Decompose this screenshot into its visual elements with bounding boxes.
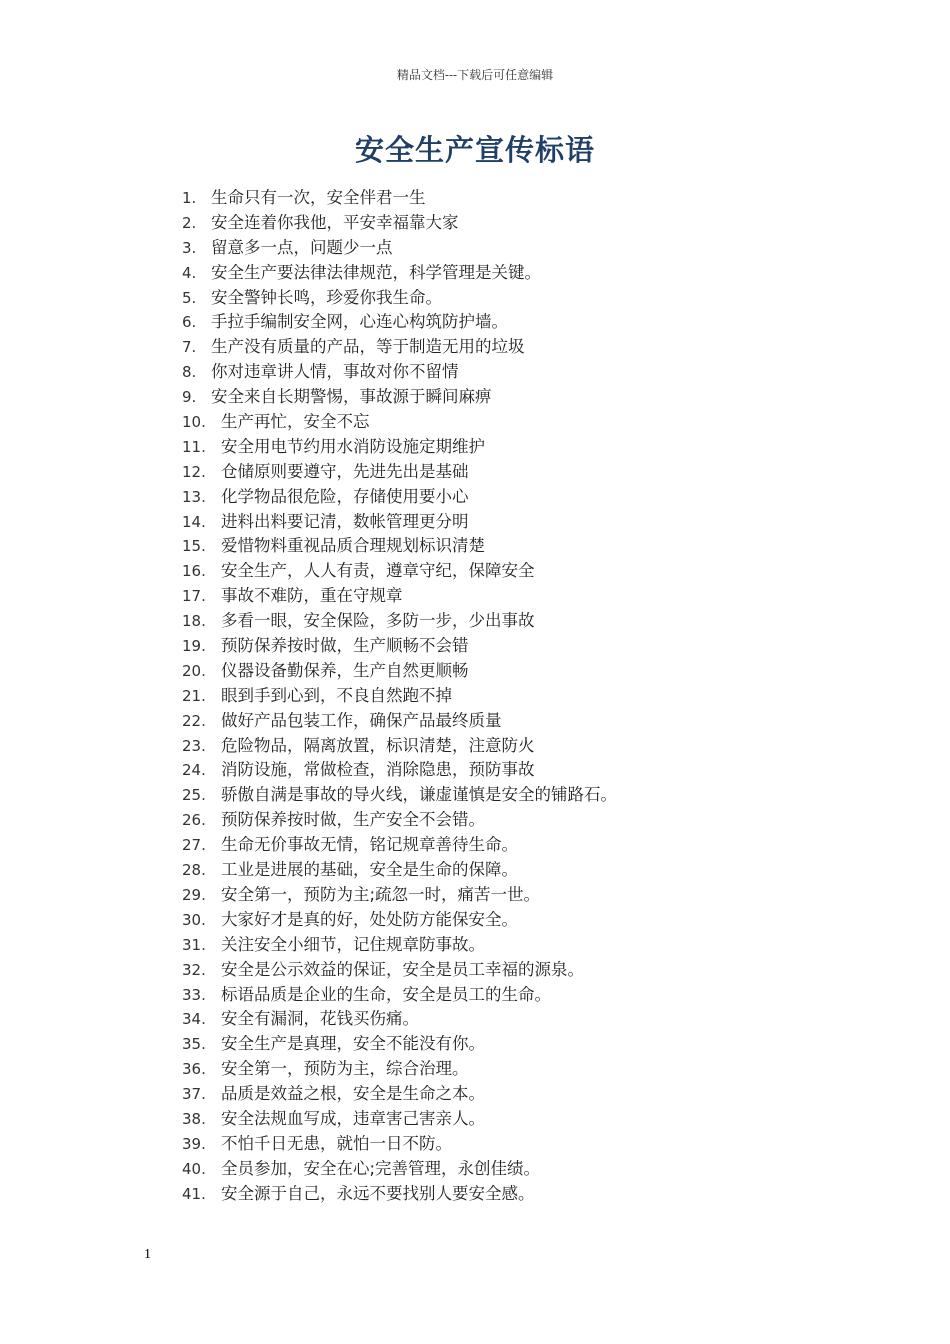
- slogan-text: 安全连着你我他，平安幸福靠大家: [211, 212, 459, 232]
- slogan-item: [182, 1107, 882, 1132]
- slogan-text: 安全有漏洞，花钱买伤痛。: [221, 1009, 419, 1029]
- slogan-item: [182, 833, 882, 858]
- slogan-text: 安全用电节约用水消防设施定期维护: [221, 436, 485, 456]
- slogan-text: 生产再忙，安全不忘: [221, 412, 370, 432]
- slogan-text: 不怕千日无患，就怕一日不防。: [221, 1133, 452, 1153]
- document-header-note: 精品文档---下载后可任意编辑: [396, 68, 554, 82]
- slogan-text: 事故不难防，重在守规章: [221, 586, 403, 606]
- slogan-number: 40.: [182, 1159, 206, 1178]
- slogan-item: [182, 983, 882, 1008]
- slogan-item: [182, 1057, 882, 1082]
- slogan-item: [182, 1032, 882, 1057]
- slogan-item: [182, 1157, 882, 1182]
- slogan-number: 16.: [182, 562, 206, 581]
- slogan-number: 14.: [182, 512, 206, 531]
- slogan-item: [182, 1007, 882, 1032]
- slogan-item: [182, 236, 882, 261]
- slogan-text: 爱惜物料重视品质合理规划标识清楚: [221, 536, 485, 556]
- slogan-text: 做好产品包装工作，确保产品最终质量: [221, 710, 502, 730]
- slogan-number: 13.: [182, 487, 206, 506]
- slogan-text: 仪器设备勤保养，生产自然更顺畅: [221, 660, 469, 680]
- slogan-item: [182, 659, 882, 684]
- slogan-number: 17.: [182, 587, 206, 606]
- slogan-text: 生命只有一次，安全伴君一生: [211, 188, 426, 207]
- slogan-item: [182, 908, 882, 933]
- slogan-number: 12.: [182, 462, 206, 481]
- slogan-number: 21.: [182, 686, 206, 705]
- slogan-item: [182, 286, 882, 311]
- slogan-number: 39.: [182, 1134, 206, 1153]
- slogan-item: [182, 783, 882, 808]
- slogan-item: [182, 460, 882, 485]
- slogan-text: 生产没有质量的产品，等于制造无用的垃圾: [211, 337, 525, 357]
- slogan-text: 标语品质是企业的生命，安全是员工的生命。: [221, 984, 551, 1004]
- slogan-item: [182, 684, 882, 709]
- slogan-text: 安全法规血写成，违章害己害亲人。: [221, 1108, 485, 1128]
- slogan-number: 5.: [182, 288, 197, 307]
- slogan-number: 11.: [182, 437, 206, 456]
- slogan-item: [182, 758, 882, 783]
- slogan-text: 品质是效益之根，安全是生命之本。: [221, 1084, 485, 1104]
- slogan-item: [182, 734, 882, 759]
- slogan-text: 预防保养按时做，生产安全不会错。: [221, 810, 485, 830]
- slogan-number: 9.: [182, 388, 197, 407]
- slogan-number: 35.: [182, 1035, 206, 1054]
- slogan-number: 23.: [182, 736, 206, 755]
- slogan-text: 安全是公示效益的保证，安全是员工幸福的源泉。: [221, 959, 584, 979]
- slogan-item: [182, 1182, 882, 1207]
- slogan-number: 28.: [182, 861, 206, 880]
- slogan-item: [182, 858, 882, 883]
- slogan-number: 37.: [182, 1085, 206, 1104]
- slogan-text: 仓储原则要遵守，先进先出是基础: [221, 461, 469, 481]
- slogan-item: [182, 883, 882, 908]
- slogan-text: 安全生产要法律法律规范，科学管理是关键。: [211, 262, 541, 282]
- slogan-text: 安全警钟长鸣，珍爱你我生命。: [211, 287, 442, 307]
- slogan-item: [182, 634, 882, 659]
- slogan-item: [182, 933, 882, 958]
- slogan-number: 26.: [182, 811, 206, 830]
- slogan-number: 10.: [182, 413, 206, 432]
- slogan-number: 3.: [182, 238, 197, 257]
- slogan-text: 安全源于自己，永远不要找别人要安全感。: [221, 1183, 535, 1203]
- slogan-item: [182, 385, 882, 410]
- slogan-number: 18.: [182, 612, 206, 631]
- slogan-text: 生命无价事故无情，铭记规章善待生命。: [221, 835, 518, 855]
- slogan-text: 化学物品很危险，存储使用要小心: [221, 486, 469, 506]
- slogan-item: [182, 485, 882, 510]
- slogan-text: 关注安全小细节，记住规章防事故。: [221, 934, 485, 954]
- slogan-item: [182, 510, 882, 535]
- slogan-text: 危险物品，隔离放置，标识清楚，注意防火: [221, 735, 535, 755]
- slogan-text: 预防保养按时做，生产顺畅不会错: [221, 636, 469, 656]
- slogan-item: [182, 609, 882, 634]
- slogan-number: 8.: [182, 363, 197, 382]
- slogan-item: [182, 435, 882, 460]
- slogan-item: [182, 808, 882, 833]
- slogan-text: 安全来自长期警惕，事故源于瞬间麻痹: [211, 387, 492, 407]
- slogan-item: [182, 958, 882, 983]
- slogan-number: 30.: [182, 910, 206, 929]
- slogan-number: 41.: [182, 1184, 206, 1203]
- slogan-text: 安全生产，人人有责，遵章守纪，保障安全: [221, 561, 535, 581]
- slogan-number: 1.: [182, 189, 197, 207]
- slogan-text: 眼到手到心到，不良自然跑不掉: [221, 685, 452, 705]
- slogan-number: 19.: [182, 637, 206, 656]
- slogan-number: 34.: [182, 1010, 206, 1029]
- slogan-number: 15.: [182, 537, 206, 556]
- page-number: 1: [144, 1247, 151, 1262]
- slogan-number: 2.: [182, 213, 197, 232]
- slogan-item: [182, 335, 882, 360]
- slogan-text: 多看一眼，安全保险，多防一步，少出事故: [221, 611, 535, 631]
- slogan-number: 20.: [182, 661, 206, 680]
- slogan-item: [182, 211, 882, 236]
- slogan-item: [182, 310, 882, 335]
- slogan-item: [182, 709, 882, 734]
- slogan-item: [182, 261, 882, 286]
- slogan-text: 全员参加，安全在心;完善管理，永创佳绩。: [221, 1158, 541, 1178]
- slogan-item: [182, 534, 882, 559]
- slogan-number: 24.: [182, 761, 206, 780]
- slogan-text: 工业是进展的基础，安全是生命的保障。: [221, 860, 518, 880]
- slogan-number: 25.: [182, 786, 206, 805]
- slogan-text: 安全第一，预防为主，综合治理。: [221, 1059, 469, 1079]
- slogan-list: [182, 186, 882, 1207]
- slogan-item: [182, 584, 882, 609]
- slogan-item: [182, 410, 882, 435]
- slogan-number: 22.: [182, 711, 206, 730]
- slogan-number: 7.: [182, 338, 197, 357]
- slogan-number: 38.: [182, 1109, 206, 1128]
- slogan-text: 手拉手编制安全网，心连心构筑防护墙。: [211, 312, 508, 332]
- slogan-text: 大家好才是真的好，处处防方能保安全。: [221, 909, 518, 929]
- slogan-number: 36.: [182, 1060, 206, 1079]
- slogan-item: [182, 559, 882, 584]
- slogan-item: [182, 360, 882, 385]
- slogan-text: 安全第一，预防为主;疏忽一时，痛苦一世。: [221, 884, 541, 904]
- slogan-text: 你对违章讲人情，事故对你不留情: [211, 362, 459, 382]
- slogan-text: 进料出料要记清，数帐管理更分明: [221, 511, 469, 531]
- slogan-number: 6.: [182, 313, 197, 332]
- slogan-number: 32.: [182, 960, 206, 979]
- slogan-text: 骄傲自满是事故的导火线，谦虚谨慎是安全的铺路石。: [221, 785, 617, 805]
- slogan-number: 29.: [182, 885, 206, 904]
- slogan-text: 消防设施，常做检查，消除隐患，预防事故: [221, 760, 535, 780]
- slogan-item: [182, 186, 882, 211]
- slogan-number: 4.: [182, 263, 197, 282]
- slogan-item: [182, 1132, 882, 1157]
- document-title: 安全生产宣传标语: [354, 133, 595, 167]
- slogan-number: 33.: [182, 985, 206, 1004]
- slogan-text: 安全生产是真理，安全不能没有你。: [221, 1034, 485, 1054]
- slogan-number: 31.: [182, 935, 206, 954]
- slogan-text: 留意多一点，问题少一点: [211, 237, 393, 257]
- slogan-number: 27.: [182, 836, 206, 855]
- slogan-item: [182, 1082, 882, 1107]
